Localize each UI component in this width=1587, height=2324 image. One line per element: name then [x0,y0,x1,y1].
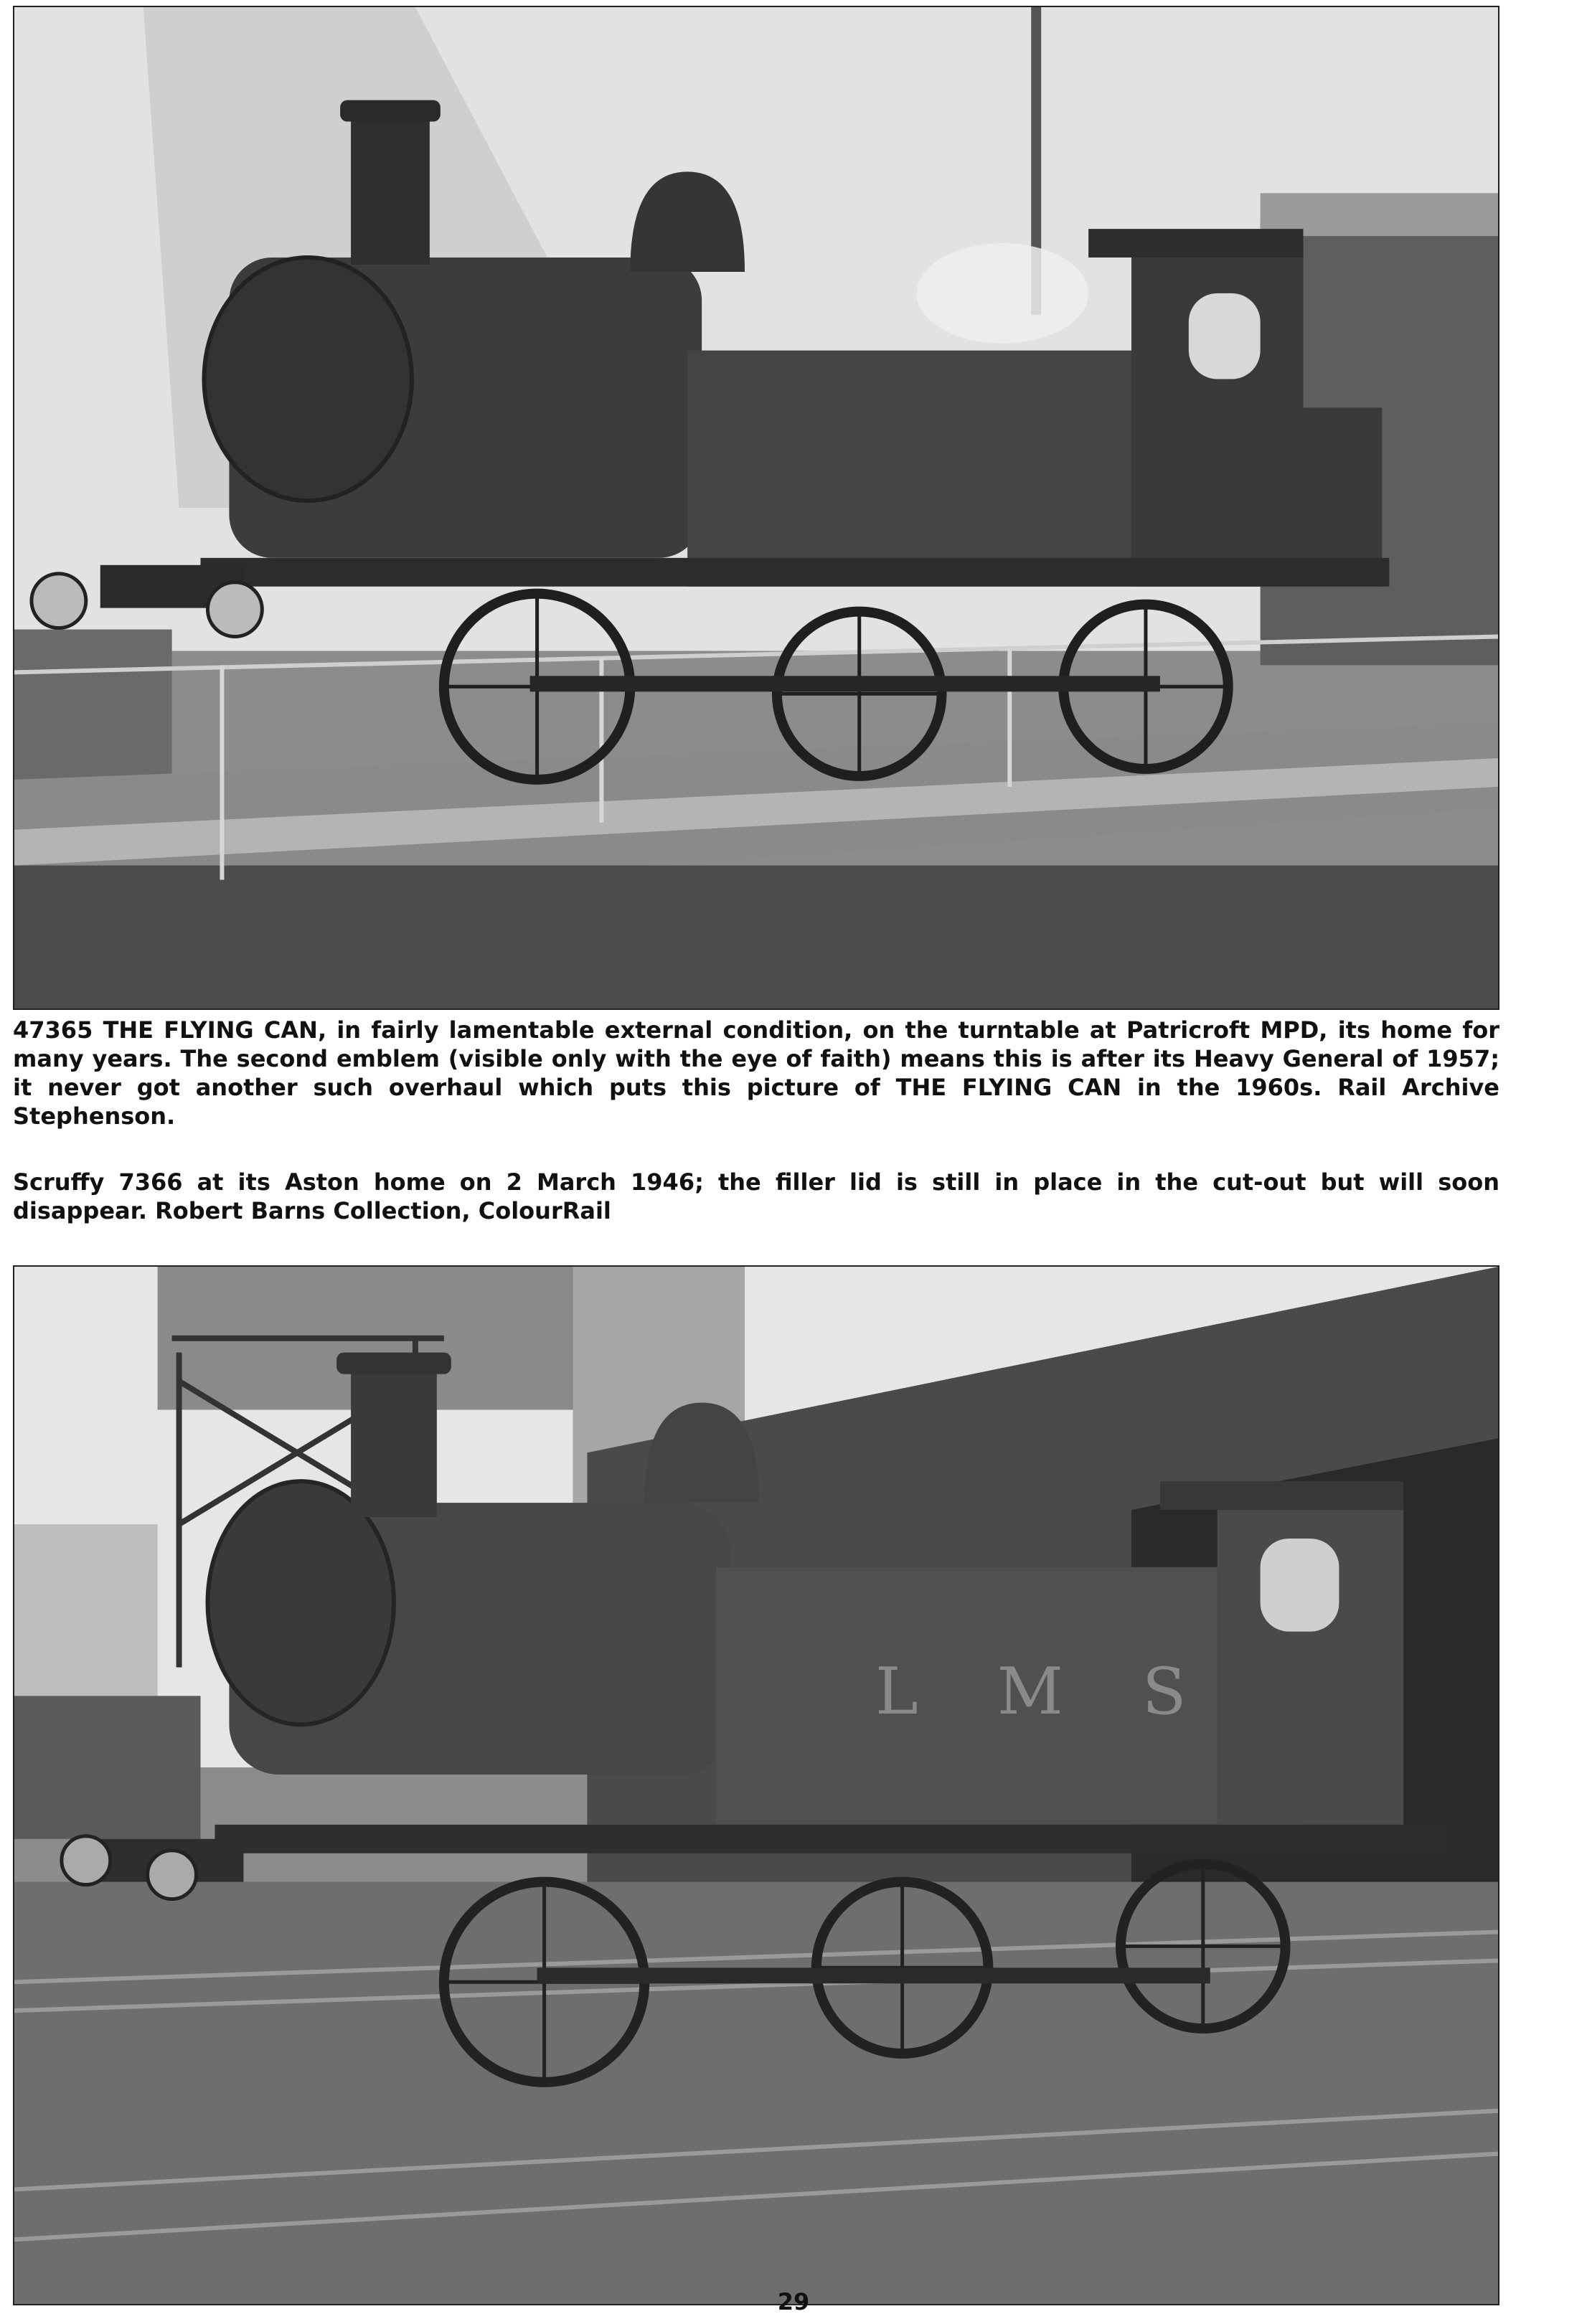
locomotive-7366-photo [14,1267,1498,2304]
photo-scruffy-7366-aston [13,1265,1499,2305]
lms-lettering [875,1654,1187,1729]
lms-letter-l: L [875,1654,918,1729]
photo-flying-can-turntable [13,6,1499,1010]
lms-letter-m: M [997,1654,1063,1729]
caption-flying-can: 47365 THE FLYING CAN, in fairly lamentable external condition, on the turntable at Patricroft MPD, its home for many years. The second emblem (visible only with the eye of faith) means this is after its Heavy General of 1957; it never got another such overhaul which puts this picture of THE FLYING CAN in the 1960s. Rail Archive Stephenson. [13,1016,1499,1130]
lms-letter-s: S [1141,1654,1187,1729]
caption-scruffy-7366: Scruffy 7366 at its Aston home on 2 March 1946; the filler lid is still in place in the cut-out but will soon disappear. Robert Barns Collection, ColourRail [13,1168,1499,1224]
page-number: 29 [777,2288,810,2315]
locomotive-47365-photo [14,7,1498,1009]
